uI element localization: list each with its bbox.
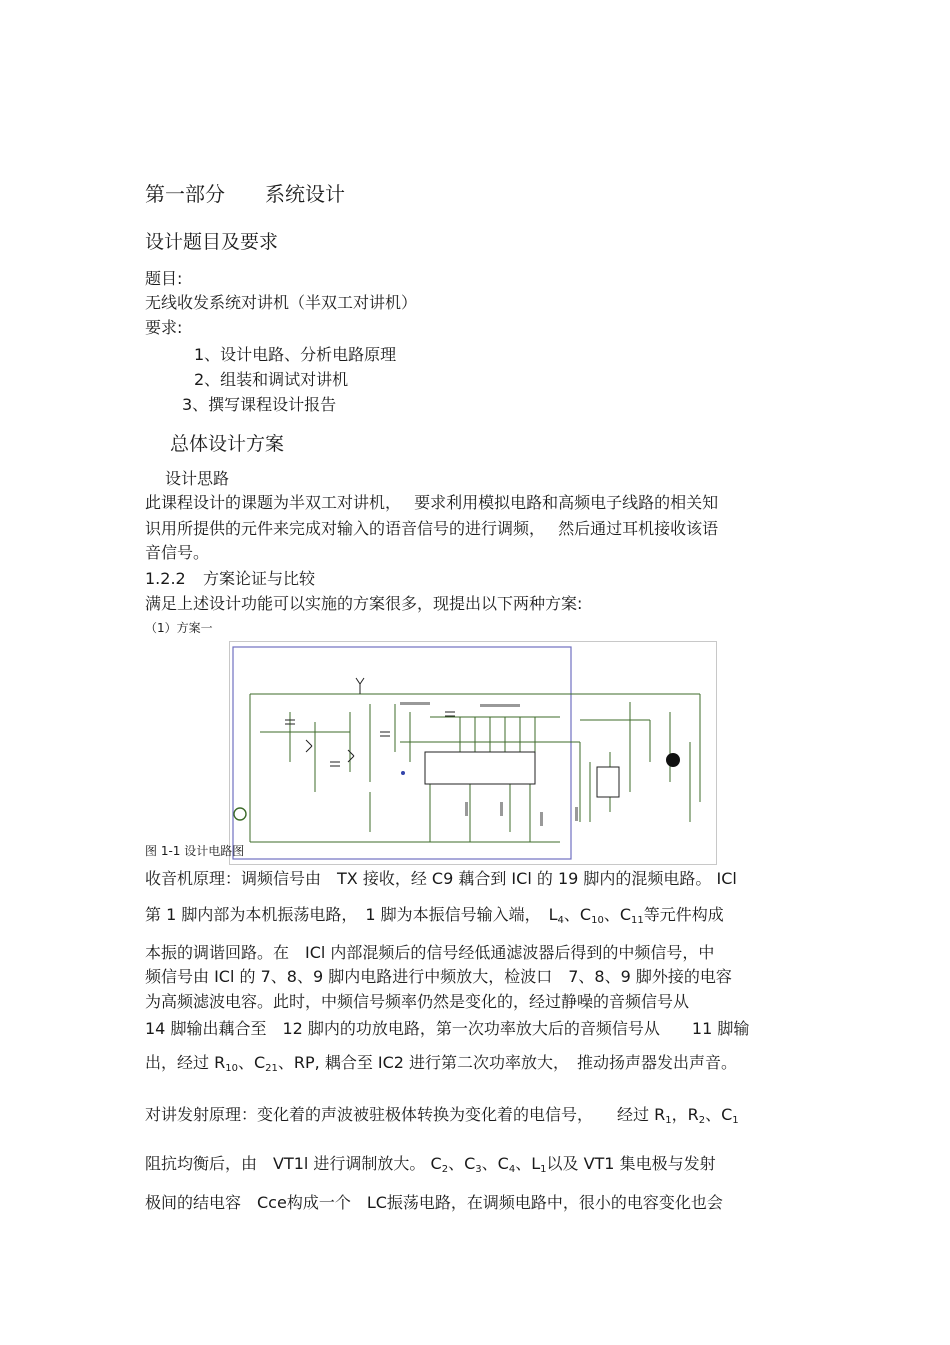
transmitter-paragraph-line: 阻抗均衡后，由 VT1l 进行调制放大。 $C_2$、$C_3$、$C_4$、$L_1$以及 VT1 集电极与发射	[145, 1154, 716, 1175]
figure-caption: 图 1-1 设计电路图	[145, 844, 245, 858]
circuit-schematic	[230, 642, 716, 864]
section-title: 方案论证与比较	[203, 569, 316, 588]
requirement-2: 2、组装和调试对讲机	[194, 370, 349, 389]
idea-paragraph-line: 此课程设计的课题为半双工对讲机， 要求利用模拟电路和高频电子线路的相关知	[145, 493, 719, 512]
requirements-label: 要求:	[145, 318, 183, 337]
receiver-paragraph-line: 频信号由 ICl 的 7、8、9 脚内电路进行中频放大，检波口 7、8、9 脚外接的电容	[145, 967, 732, 986]
receiver-paragraph-line: 为高频滤波电容。此时，中频信号频率仍然是变化的，经过静噪的音频信号从	[145, 992, 690, 1011]
section-number: 1.2.2	[145, 569, 186, 588]
plan-1-label: （1）方案一	[145, 621, 213, 635]
receiver-paragraph-line: 收音机原理：调频信号由 TX 接收，经 C9 藕合到 ICl 的 19 脚内的混频电路。 ICl	[145, 869, 737, 888]
receiver-paragraph-line: 第 1 脚内部为本机振荡电路， 1 脚为本振信号输入端， $L_4$、$C_{10}$、$C_{11}$等元件构成	[145, 905, 724, 926]
compare-paragraph: 满足上述设计功能可以实施的方案很多，现提出以下两种方案:	[145, 594, 583, 613]
idea-paragraph-line: 音信号。	[145, 543, 210, 562]
title-value: 无线收发系统对讲机（半双工对讲机）	[145, 293, 418, 312]
title-label: 题目:	[145, 269, 183, 288]
topic-heading: 设计题目及要求	[145, 231, 279, 253]
idea-paragraph-line: 识用所提供的元件来完成对输入的语音信号的进行调频， 然后通过耳机接收该语	[145, 519, 719, 538]
receiver-paragraph-line: 出，经过 $R_{10}$、$C_{21}$、RP, 耦合至 IC2 进行第二次功率放大， 推动扬声器发出声音。	[145, 1053, 738, 1074]
requirement-3: 3、撰写课程设计报告	[182, 395, 337, 414]
part-heading: 第一部分 系统设计	[145, 182, 345, 206]
transmitter-paragraph-line: 极间的结电容 Cce构成一个 LC振荡电路，在调频电路中，很小的电容变化也会	[145, 1193, 723, 1212]
requirement-1: 1、设计电路、分析电路原理	[194, 345, 397, 364]
transmitter-paragraph-line: 对讲发射原理：变化着的声波被驻极体转换为变化着的电信号， 经过 $R_1$，$R_2$、$C_1$	[145, 1105, 739, 1126]
idea-heading: 设计思路	[165, 469, 230, 488]
receiver-paragraph-line: 14 脚输出藕合至 12 脚内的功放电路，第一次功率放大后的音频信号从 11 脚输	[145, 1019, 750, 1038]
overall-heading: 总体设计方案	[170, 433, 285, 455]
receiver-paragraph-line: 本振的调谐回路。在 ICl 内部混频后的信号经低通滤波器后得到的中频信号，中	[145, 943, 715, 962]
circuit-diagram	[229, 641, 717, 865]
